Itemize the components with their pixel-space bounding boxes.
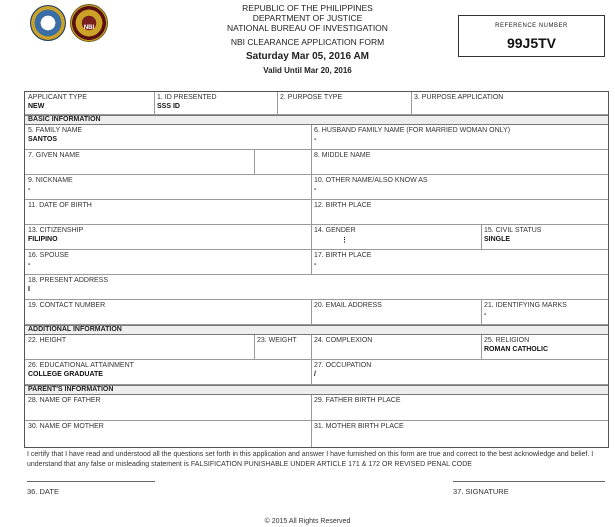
- divider: [277, 92, 278, 115]
- section-basic-information: BASIC INFORMATION: [25, 115, 608, 125]
- other-name-label: 10. OTHER NAME/ALSO KNOW AS: [314, 177, 428, 184]
- nickname-label: 9. NICKNAME: [28, 177, 73, 184]
- divider: [411, 92, 412, 115]
- divider: [254, 335, 255, 360]
- date-signature-line: [27, 481, 155, 482]
- divider: [311, 300, 312, 325]
- other-name-value: -: [314, 186, 317, 193]
- husband-family-name-value: -: [314, 136, 317, 143]
- spouse-birth-place-value: -: [314, 261, 317, 268]
- row-spouse: [25, 250, 608, 275]
- section-additional-information: ADDITIONAL INFORMATION: [25, 325, 608, 335]
- family-name-value: SANTOS: [28, 136, 58, 143]
- divider: [311, 335, 312, 360]
- section-parents-information: PARENT'S INFORMATION: [25, 385, 608, 395]
- row-nickname: [25, 175, 608, 200]
- reference-box: [458, 15, 605, 57]
- divider: [311, 175, 312, 200]
- divider: [311, 360, 312, 385]
- header-department: DEPARTMENT OF JUSTICE: [252, 13, 363, 23]
- id-presented-value: SSS ID: [157, 103, 180, 110]
- divider: [311, 250, 312, 275]
- row-mother: [25, 421, 608, 447]
- height-label: 22. HEIGHT: [28, 337, 67, 344]
- signature-line: [453, 481, 605, 482]
- divider: [311, 150, 312, 175]
- valid-until: Valid Until Mar 20, 2016: [263, 66, 352, 75]
- divider: [311, 225, 312, 250]
- religion-value: ROMAN CATHOLIC: [484, 346, 549, 353]
- row-contact: [25, 300, 608, 325]
- father-birth-place-label: 29. FATHER BIRTH PLACE: [314, 397, 401, 404]
- nickname-value: -: [28, 186, 31, 193]
- row-given-name: [25, 150, 608, 175]
- citizenship-label: 13. CITIZENSHIP: [28, 227, 84, 234]
- id-presented-label: 1. ID PRESENTED: [157, 94, 217, 101]
- divider: [311, 421, 312, 447]
- contact-number-label: 19. CONTACT NUMBER: [28, 302, 106, 309]
- purpose-type-label: 2. PURPOSE TYPE: [280, 94, 343, 101]
- family-name-label: 5. FAMILY NAME: [28, 127, 83, 134]
- date-of-birth-label: 11. DATE OF BIRTH: [28, 202, 92, 209]
- applicant-type-label: APPLICANT TYPE: [28, 94, 87, 101]
- row-education: [25, 360, 608, 385]
- purpose-application-label: 3. PURPOSE APPLICATION: [414, 94, 504, 101]
- gender-value: ⋮: [341, 237, 348, 244]
- mother-name-label: 30. NAME OF MOTHER: [28, 423, 104, 430]
- doj-seal-icon: [30, 5, 66, 41]
- religion-label: 25. RELIGION: [484, 337, 530, 344]
- footer-copyright: © 2015 All Rights Reserved: [264, 518, 351, 525]
- divider: [481, 335, 482, 360]
- spouse-label: 16. SPOUSE: [28, 252, 69, 259]
- complexion-label: 24. COMPLEXION: [314, 337, 373, 344]
- divider: [311, 200, 312, 225]
- signature-label: 37. SIGNATURE: [453, 487, 509, 496]
- form-title: NBI CLEARANCE APPLICATION FORM: [230, 37, 385, 47]
- civil-status-value: SINGLE: [484, 236, 511, 243]
- identifying-marks-value: -: [484, 311, 487, 318]
- identifying-marks-label: 21. IDENTIFYING MARKS: [484, 302, 567, 309]
- header-bureau: NATIONAL BUREAU OF INVESTIGATION: [227, 23, 388, 33]
- weight-label: 23. WEIGHT: [257, 337, 297, 344]
- row-present-address: [25, 275, 608, 300]
- certification-statement: I certify that I have read and understood all the questions set forth in this application and answer I have furnished on this form are true and correct to the best acknowledge and belief. I understand that any false or misleading statement is FALSIFICATION PUNISHABLE UNDER ARTICLE 171 & 172 OR REVISED PENAL CODE: [27, 451, 594, 468]
- given-name-label: 7. GIVEN NAME: [28, 152, 80, 159]
- divider: [311, 395, 312, 421]
- divider: [311, 125, 312, 150]
- citizenship-value: FILIPINO: [28, 236, 58, 243]
- father-name-label: 28. NAME OF FATHER: [28, 397, 101, 404]
- gender-label: 14. GENDER: [314, 227, 356, 234]
- date-label: 36. DATE: [27, 487, 59, 496]
- occupation-value: /: [314, 371, 316, 378]
- applicant-type-value: NEW: [28, 103, 45, 110]
- row-family-name: [25, 125, 608, 150]
- civil-status-label: 15. CIVIL STATUS: [484, 227, 542, 234]
- education-label: 26. EDUCATIONAL ATTAINMENT: [28, 362, 134, 369]
- email-label: 20. EMAIL ADDRESS: [314, 302, 382, 309]
- application-date: Saturday Mar 05, 2016 AM: [245, 51, 370, 62]
- header-republic: REPUBLIC OF THE PHILIPPINES: [242, 3, 373, 13]
- divider: [481, 225, 482, 250]
- present-address-label: 18. PRESENT ADDRESS: [28, 277, 109, 284]
- row-date-of-birth: [25, 200, 608, 225]
- divider: [254, 150, 255, 175]
- row-height: [25, 335, 608, 360]
- row-father: [25, 395, 608, 421]
- row-citizenship: [25, 225, 608, 250]
- divider: [481, 300, 482, 325]
- divider: [154, 92, 155, 115]
- nbi-seal-icon: [70, 4, 108, 42]
- reference-label: REFERENCE NUMBER: [495, 23, 568, 29]
- application-form-table: [24, 91, 609, 448]
- nbi-seal-text: NBI: [83, 25, 95, 31]
- birth-place-label: 12. BIRTH PLACE: [314, 202, 372, 209]
- row-applicant: [25, 92, 608, 115]
- middle-name-label: 8. MIDDLE NAME: [314, 152, 371, 159]
- mother-birth-place-label: 31. MOTHER BIRTH PLACE: [314, 423, 404, 430]
- reference-number: 99J5TV: [506, 35, 557, 51]
- occupation-label: 27. OCCUPATION: [314, 362, 372, 369]
- spouse-value: -: [28, 261, 31, 268]
- spouse-birth-place-label: 17. BIRTH PLACE: [314, 252, 372, 259]
- education-value: COLLEGE GRADUATE: [28, 371, 103, 378]
- present-address-value: I: [28, 286, 30, 293]
- husband-family-name-label: 6. HUSBAND FAMILY NAME (FOR MARRIED WOMAN ONLY): [314, 127, 511, 134]
